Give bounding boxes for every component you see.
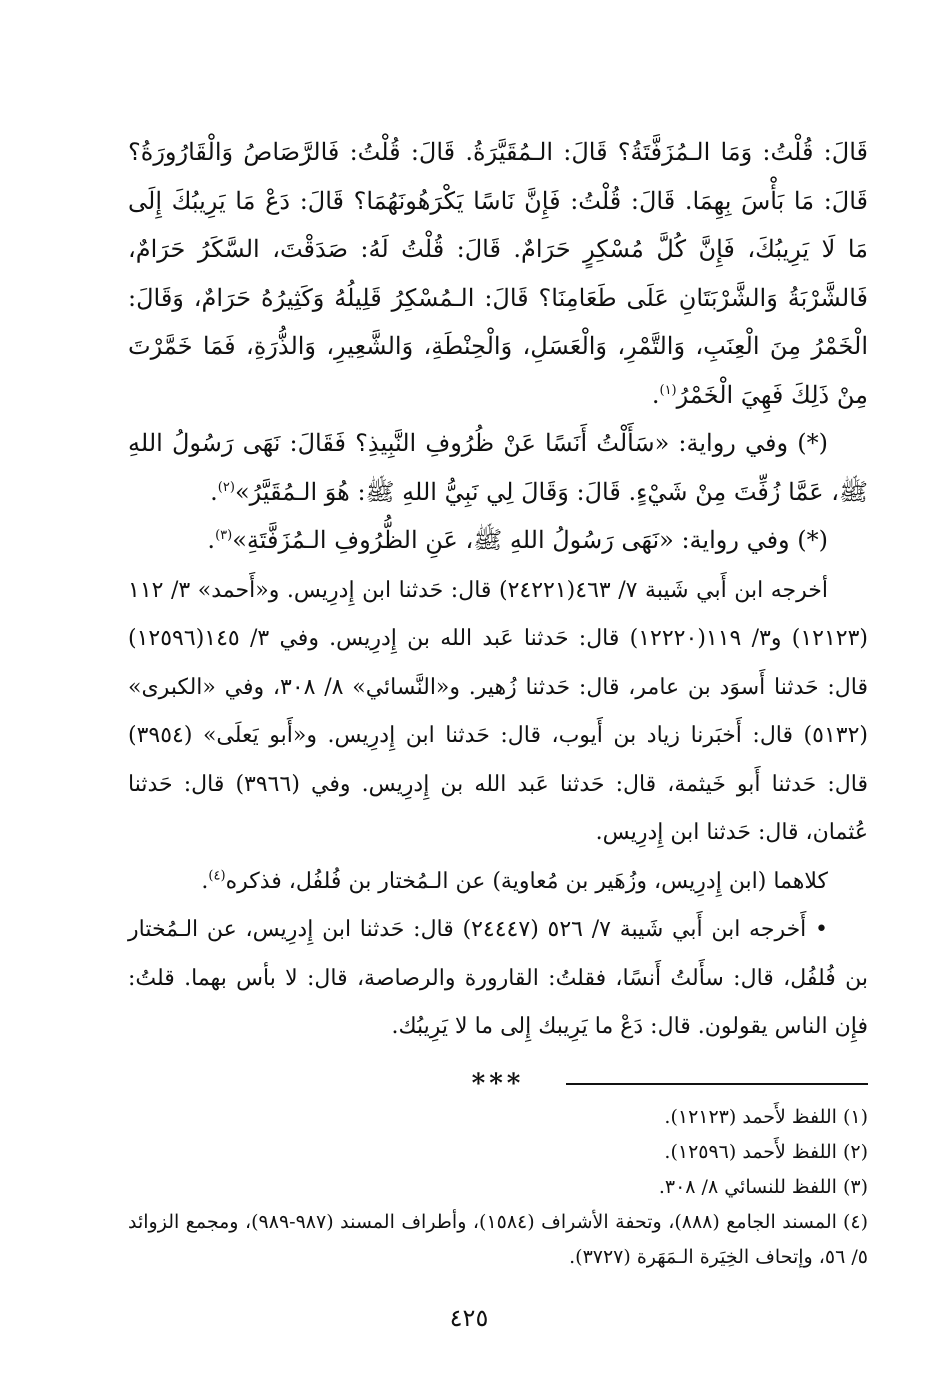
kilahuma-end-mark: .: [201, 868, 209, 894]
hadith-paragraph: [128, 128, 868, 419]
kilahuma-text: كلاهما (ابن إِدرِيس، وزُهَير بن مُعاوية) عن الـمُختار بن فُلفُل، فذكره: [225, 868, 828, 894]
takhrij-paragraph: أخرجه ابن أَبي شَيبة ٧/ ٤٦٣(٢٤٢٢١) قال: حَدثنا ابن إِدرِيس. و«أَحمد» ٣/ ١١٢ (١٢١٢٣) و٣/ ١١٩(١٢٢٢٠) قال: حَدثنا عَبد الله بن إِدرِيس. وفي ٣/ ١٤٥(١٢٥٩٦) قال: حَدثنا أَسوَد بن عامر، قال: حَدثنا زُهير. و«النَّسائي» ٨/ ٣٠٨، وفي «الكبرى» (٥١٣٢) قال: أَخبَرنا زياد بن أَيوب، قال: حَدثنا ابن إِدرِيس. و«أَبو يَعلَى» (٣٩٥٤) قال: حَدثنا أَبو خَيثمة، قال: حَدثنا عَبد الله بن إِدرِيس. وفي (٣٩٦٦) قال: حَدثنا عُثمان، قال: حَدثنا ابن إِدرِيس.: [128, 577, 869, 845]
riwaya-2: [128, 516, 868, 565]
footnote-3: [128, 1170, 868, 1205]
footnote-ref-4[interactable]: (٤): [208, 868, 226, 884]
kilahuma-paragraph: [128, 858, 868, 907]
footnote-1-number: (١): [842, 1106, 868, 1128]
footnote-2-text: اللفظ لأَحمد (١٢٥٩٦).: [664, 1141, 837, 1163]
footnote-3-number: (٣): [842, 1176, 868, 1198]
main-text: [128, 128, 868, 1108]
footnote-ref-1[interactable]: (١): [659, 382, 677, 398]
riwaya-1-text: (*) وفي رواية: «سَأَلْتُ أَنَسًا عَنْ ظُرُوفِ النَّبِيذِ؟ فَقَالَ: نَهَى رَسُولُ اللهِ ﷺ، عَمَّا زُفِّتَ مِنْ شَيْءٍ. قَالَ: وَقَالَ لِي نَبِيُّ اللهِ ﷺ: هُوَ الـمُقَيَّرُ»: [128, 429, 868, 506]
footnote-ref-3[interactable]: (٣): [215, 528, 233, 543]
riwaya-2-end-mark: .: [207, 526, 216, 554]
footnote-ref-2[interactable]: (٢): [217, 479, 235, 495]
riwaya-2-text: (*) وفي رواية: «نَهَى رَسُولُ اللهِ ﷺ، عَنِ الظُّرُوفِ الـمُزَفَّتَةِ»: [232, 526, 828, 554]
footnote-2-number: (٢): [842, 1141, 868, 1163]
footnote-4: [128, 1205, 868, 1275]
riwaya-1-end-mark: .: [210, 477, 218, 506]
footnote-3-text: اللفظ للنسائي ٨/ ٣٠٨.: [658, 1176, 837, 1198]
footnote-1-text: اللفظ لأَحمد (١٢١٢٣).: [664, 1106, 837, 1128]
hadith-text: قَالَ: قُلْتُ: وَمَا الـمُزَفَّتَةُ؟ قَالَ: الـمُقَيَّرَةُ. قَالَ: قُلْتُ: فَالرَّصَاصُ وَالْقَارُورَةُ؟ قَالَ: مَا بَأْسَ بِهِمَا. قَالَ: قُلْتُ: فَإِنَّ نَاسًا يَكْرَهُونَهُمَا؟ قَالَ: دَعْ مَا يَرِيبُكَ إِلَى مَا لَا يَرِيبُكَ، فَإِنَّ كُلَّ مُسْكِرٍ حَرَامٌ. قَالَ: قُلْتُ لَهُ: صَدَقْتَ، السَّكَرُ حَرَامٌ، فَالشَّرْبَةُ وَالشَّرْبَتَانِ عَلَى طَعَامِنَا؟ قَالَ: الـمُسْكِرُ قَلِيلُهُ وَكَثِيرُهُ حَرَامٌ، وَقَالَ: الْخَمْرُ مِنَ الْعِنَبِ، وَالتَّمْرِ، وَالْعَسَلِ، وَالْحِنْطَةِ، وَالشَّعِيرِ، وَالذُّرَةِ، فَمَا خَمَّرْتَ مِنْ ذَلِكَ فَهِيَ الْخَمْرُ: [128, 138, 869, 409]
page-number: ٤٢٥: [449, 1304, 489, 1332]
footnote-4-text: المسند الجامع (٨٨٨)، وتحفة الأشراف (١٥٨٤)، وأطراف المسند (٩٨٧-٩٨٩)، ومجمع الزوائد ٥/ ٥٦، وإتحاف الخِيَرة الـمَهَرة (٣٧٢٧).: [128, 1211, 868, 1268]
section-separator-stars: ***: [471, 1068, 525, 1099]
footnote-1: [128, 1100, 868, 1135]
footnote-4-number: (٤): [842, 1211, 868, 1233]
bullet-takhrij-paragraph: • أَخرجه ابن أَبي شَيبة ٧/ ٥٢٦ (٢٤٤٤٧) قال: حَدثنا ابن إِدرِيس، عن الـمُختار بن فُلفُل، قال: سأَلتُ أَنسًا، فقلتُ: القارورة والرصاصة، قال: لا بأس بهما. قلتُ: فإِن الناس يقولون. قال: دَعْ ما يَرِيبك إِلى ما لا يَرِيبُك.: [128, 917, 868, 1039]
footnote-2: [128, 1135, 868, 1170]
riwaya-1: [128, 419, 868, 516]
hadith-end-mark: .: [651, 380, 660, 409]
footnote-separator-rule: [566, 1083, 868, 1085]
footnotes: [128, 1100, 868, 1275]
